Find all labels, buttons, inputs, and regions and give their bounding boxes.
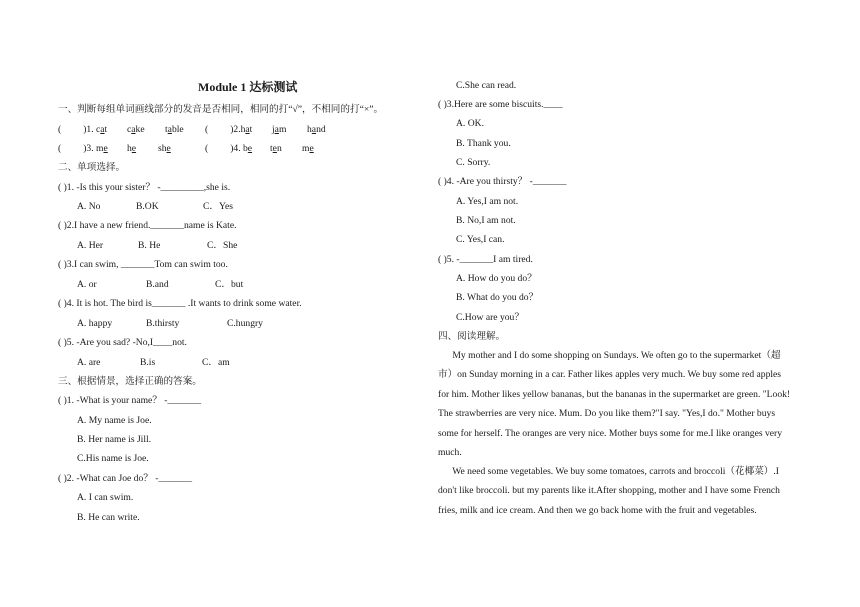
p1-line: some for herself. The oranges are very nice. Mother buys some for me.I like oranges very [438,427,783,439]
section-1-heading: 一、判断每组单词画线部分的发音是否相同，相同的打“√”，不相同的打“×”。 [58,104,384,115]
s1-q4-word2: ten [270,143,282,154]
p2-line: fries, milk and ice cream. And then we go back home with the fruit and vegetables. [438,504,757,516]
p1-line: much. [438,446,462,458]
s1-q1: ( )1. cat [58,124,108,135]
page-title: Module 1 达标测试 [198,80,298,94]
s3-q4-opt-c: C. Yes,I can. [456,234,505,245]
s2-q2: ( )2.I have a new friend._______name is Kate. [58,220,237,231]
s2-q1-opt-b: B.OK [136,201,159,212]
p2-line: We need some vegetables. We buy some tomatoes, carrots and broccoli（花椰菜）.I [438,466,779,477]
s2-q5-opt-a: A. are [77,357,101,368]
s1-q1-word2: cake [127,124,145,135]
s2-q5: ( )5. -Are you sad? -No,I____not. [58,337,187,348]
s2-q4-opt-c: C.hungry [227,318,263,329]
p2-line: don't like broccoli. but my parents like it.After shopping, mother and I have some French [438,485,780,497]
s2-q1-opt-a: A. No [77,201,101,212]
s2-q3-opt-c: C．but [215,279,244,290]
s3-q5-opt-b: B. What do you do？ [456,292,539,303]
s3-q1-opt-c: C.His name is Joe. [77,453,149,464]
s3-q3-opt-c: C. Sorry. [456,157,491,168]
s3-q3-opt-a: A. OK. [456,118,484,129]
s1-q2-word2: jam [272,124,287,135]
s3-q4-opt-a: A. Yes,I am not. [456,196,519,207]
section-2-heading: 二、单项选择。 [58,162,126,173]
s2-q1: ( )1. -Is this your sister？ -_________,she is. [58,182,231,193]
section-4-heading: 四、阅读理解。 [438,331,506,342]
s1-q3-word3: she [158,143,171,154]
s3-q5-opt-c: C.How are you？ [456,312,524,323]
s3-q2-opt-a: A. I can swim. [77,492,134,503]
s2-q5-opt-b: B.is [140,357,156,368]
s2-q3: ( )3.I can swim, _______Tom can swim too. [58,259,228,270]
s1-q2-word3: hand [307,124,326,135]
p1-line: for him. Mother likes yellow bananas, but the bananas in the supermarket are green. "Look! [438,388,791,400]
s2-q2-opt-b: B. He [138,240,161,251]
section-3-heading: 三、根据情景，选择正确的答案。 [58,376,202,387]
p1-line: My mother and I do some shopping on Sundays. We often go to the supermarket（超 [438,350,781,361]
s3-q2: ( )2. -What can Joe do？ -_______ [58,473,193,484]
s1-q2: ( )2.hat [205,124,253,135]
s1-q3: ( )3. me [58,143,108,154]
s3-q1: ( )1. -What is your name？ -_______ [58,395,202,406]
s3-q3-opt-b: B. Thank you. [456,138,511,149]
s3-q1-opt-b: B. Her name is Jill. [77,434,152,445]
p1-line: The strawberries are very nice. Mum. Do you like them?"I say. "Yes,I do." Mother buys [438,408,776,420]
s2-q2-opt-c: C．She [207,240,238,251]
s3-q3: ( )3.Here are some biscuits.____ [438,99,563,110]
s1-q4: ( )4. be [205,143,253,154]
s1-q1-word3: table [165,124,184,135]
s3-q2-opt-c: C.She can read. [456,80,517,91]
s2-q4: ( )4. It is hot. The bird is_______ .It wants to drink some water. [58,298,302,309]
s3-q5-opt-a: A. How do you do？ [456,273,537,284]
s2-q4-opt-b: B.thirsty [146,318,180,329]
s1-q4-word3: me [302,143,314,154]
s3-q4: ( )4. -Are you thirsty？ -_______ [438,176,567,187]
s1-q3-word2: he [127,143,137,154]
s2-q3-opt-a: A. or [77,279,97,290]
s2-q4-opt-a: A. happy [77,318,113,329]
p1-line: 市）on Sunday morning in a car. Father likes apples very much. We buy some red apples [438,369,782,381]
s3-q2-opt-b: B. He can write. [77,512,140,523]
s2-q2-opt-a: A. Her [77,240,104,251]
s2-q1-opt-c: C．Yes [203,201,233,212]
reading-paragraph-1 [438,350,790,466]
s2-q5-opt-c: C．am [202,357,230,368]
s2-q3-opt-b: B.and [146,279,169,290]
s3-q5: ( )5. -_______I am tired. [438,254,533,265]
s3-q1-opt-a: A. My name is Joe. [77,415,152,426]
reading-paragraph-2 [438,466,780,524]
s3-q4-opt-b: B. No,I am not. [456,215,516,226]
